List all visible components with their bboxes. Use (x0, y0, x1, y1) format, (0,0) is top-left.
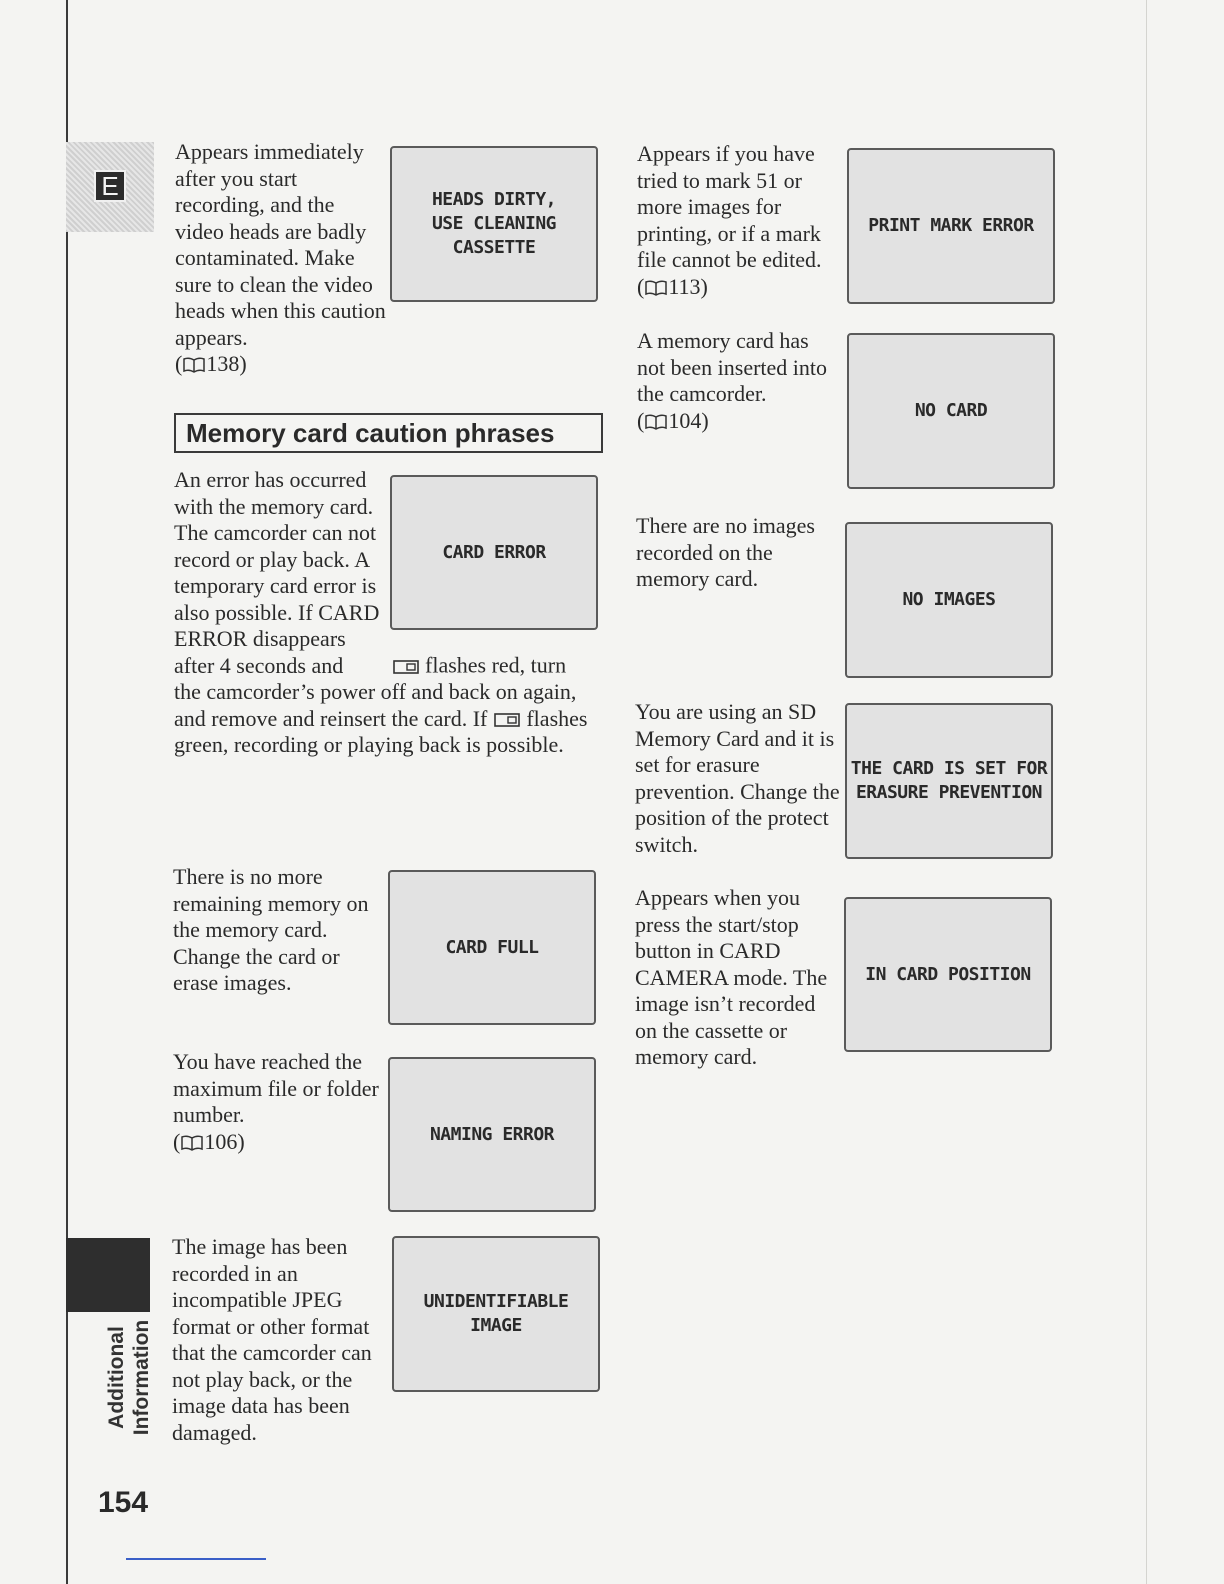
print-mark-error-description: Appears if you have tried to mark 51 or more images for printing, or if a mark file cannot be edited. ( 113) (637, 141, 822, 299)
erasure-prevention-description: You are using an SD Memory Card and it is set for erasure prevention. Change the position of the protect switch. (635, 699, 840, 857)
no-card-display: NO CARD (847, 333, 1055, 489)
language-badge: E (94, 170, 126, 202)
card-error-description: An error has occurred with the memory card. The camcorder can not record or play back. A temporary card error is also possible. If CARD ERROR disappears after 4 seconds and flashes red, turn the camcorder’s power off and back on again, and remove and reinsert the card. If flashes green, recording or playing back is possible. (174, 467, 588, 757)
section-tab (66, 1238, 150, 1312)
section-heading: Memory card caution phrases (174, 413, 603, 453)
section-label-line2: Information (130, 1319, 153, 1436)
card-error-display: CARD ERROR (390, 475, 598, 630)
page-number: 154 (98, 1486, 149, 1519)
card-icon (493, 712, 521, 728)
erasure-prevention-display: THE CARD IS SET FOR ERASURE PREVENTION (845, 703, 1053, 859)
book-ref-icon (182, 357, 206, 373)
book-ref-icon (644, 414, 668, 430)
in-card-position-display: IN CARD POSITION (844, 897, 1052, 1052)
card-full-description: There is no more remaining memory on the memory card. Change the card or erase images. (173, 864, 369, 995)
book-ref-icon (180, 1135, 204, 1151)
print-mark-error-display: PRINT MARK ERROR (847, 148, 1055, 304)
naming-error-description: You have reached the maximum file or folder number. ( 106) (173, 1049, 379, 1154)
no-images-description: There are no images recorded on the memory card. (636, 513, 815, 591)
page-right-edge (1146, 0, 1147, 1584)
unidentifiable-image-display: UNIDENTIFIABLE IMAGE (392, 1236, 600, 1392)
heads-dirty-display: HEADS DIRTY, USE CLEANING CASSETTE (390, 146, 598, 302)
card-full-display: CARD FULL (388, 870, 596, 1025)
footer-rule (126, 1558, 266, 1560)
section-label-line1: Additional (105, 1326, 128, 1429)
in-card-position-description: Appears when you press the start/stop button in CARD CAMERA mode. The image isn’t recorded on the cassette or memory card. (635, 885, 828, 1069)
naming-error-display: NAMING ERROR (388, 1057, 596, 1212)
section-label (104, 1315, 154, 1440)
card-icon (392, 659, 420, 675)
book-ref-icon (644, 280, 668, 296)
no-card-description: A memory card has not been inserted into the camcorder. ( 104) (637, 328, 828, 433)
unidentifiable-image-description: The image has been recorded in an incompatible JPEG format or other format that the camcorder can not play back, or the image data has been damaged. (172, 1234, 372, 1445)
page-edge (66, 0, 68, 1584)
no-images-display: NO IMAGES (845, 522, 1053, 678)
heads-dirty-description: Appears immediately after you start recording, and the video heads are badly contaminated. Make sure to clean the video heads when this caution appears. ( 138) (175, 139, 386, 376)
